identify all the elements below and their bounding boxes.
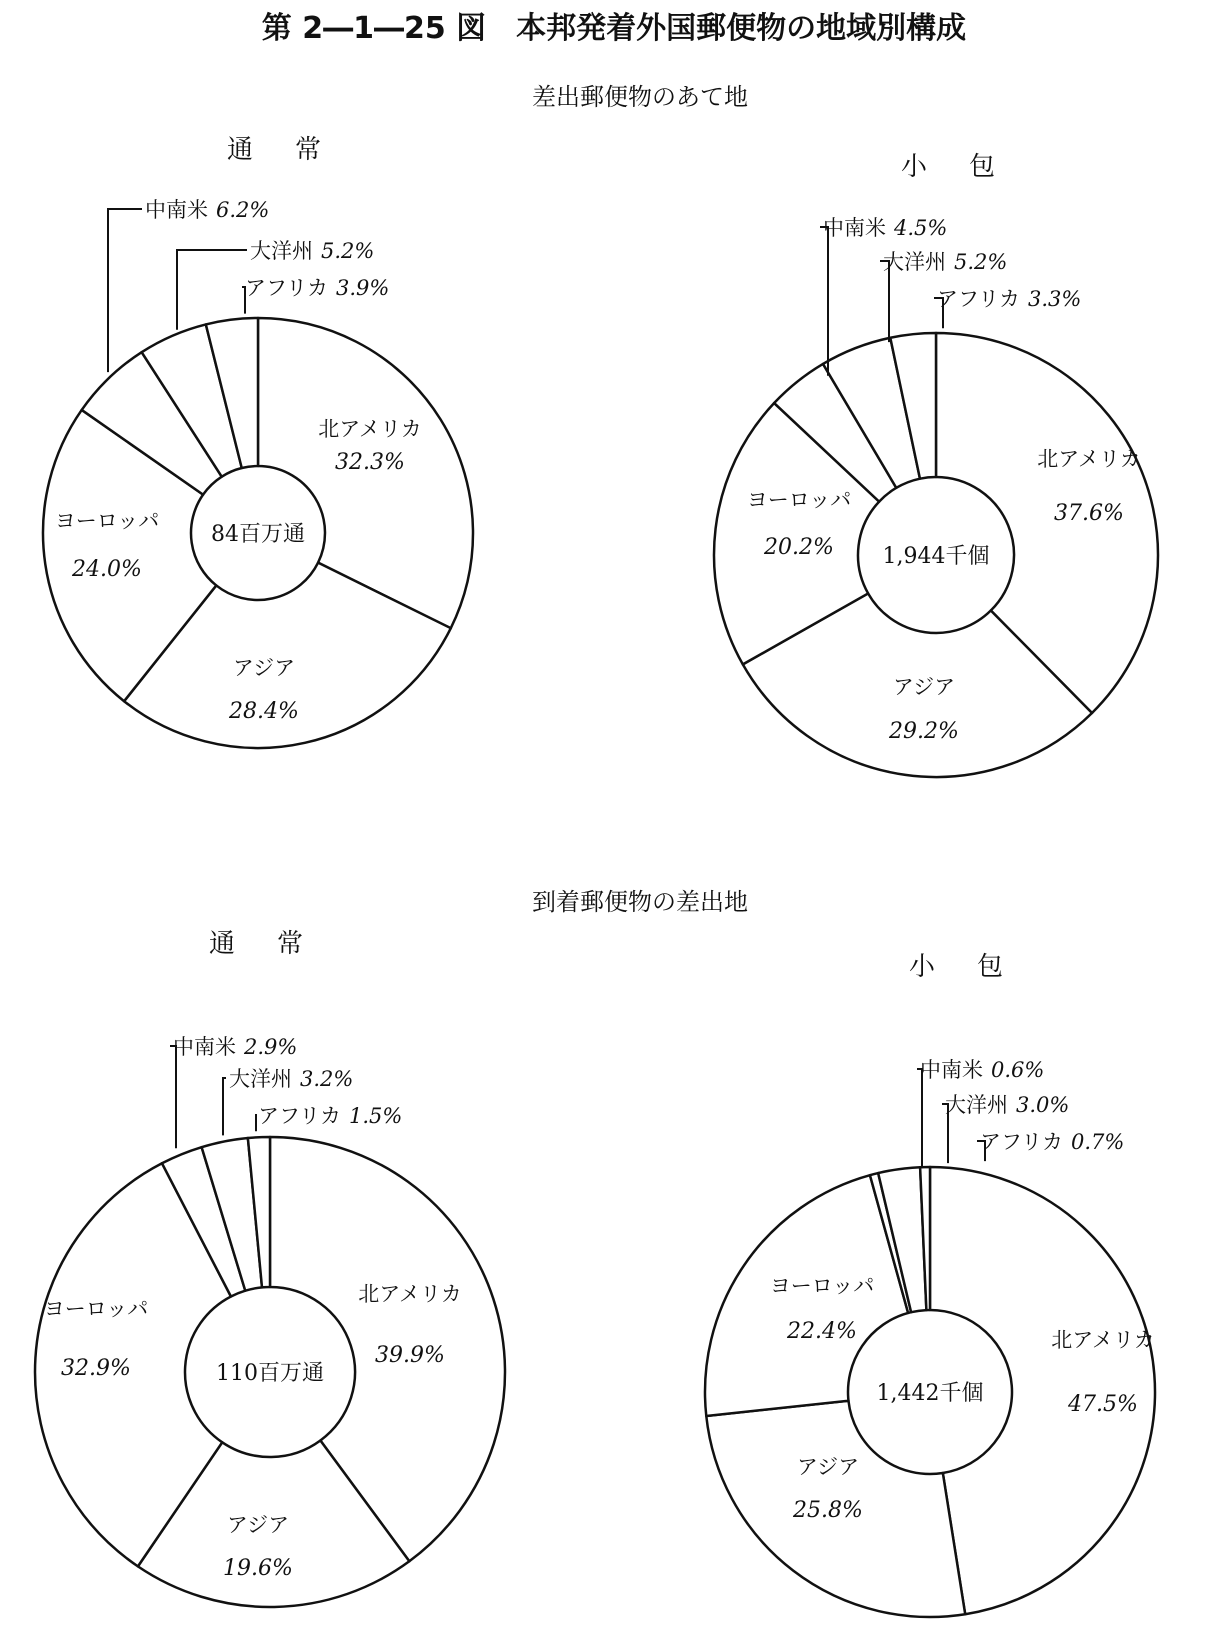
slice-value-north-america: 32.3% [335,450,405,475]
leader-line-latin-america [820,227,828,376]
pie-chart-3 [35,929,505,1607]
slice-label-africa: アフリカ 3.9% [245,276,390,300]
leader-line-oceania [177,250,247,330]
chart-title: 小 包 [908,952,1012,982]
figure-title: 第 2―1―25 図 本邦発着外国郵便物の地域別構成 [261,11,967,46]
slice-label-north-america: 北アメリカ [1037,447,1141,471]
chart-title: 通 常 [208,929,312,959]
pie-chart-2 [714,152,1158,777]
leader-line-oceania [223,1078,226,1135]
slice-value-latin-america: 4.5% [894,216,948,240]
slice-value-africa: 0.7% [1070,1130,1125,1154]
charts-layer [35,135,1158,1617]
section-title-incoming: 到着郵便物の差出地 [532,888,748,916]
slice-label-asia: アジア [226,1513,290,1537]
leader-line-latin-america [170,1046,176,1148]
pie-chart-4 [705,952,1155,1617]
slice-label-africa: アフリカ 0.7% [980,1130,1125,1154]
slice-value-europe: 32.9% [61,1356,131,1381]
slice-value-asia: 29.2% [889,719,959,744]
chart-total: 84百万通 [211,522,305,547]
slice-label-latin-america: 中南米 6.2% [145,198,270,222]
slice-value-latin-america: 2.9% [244,1035,298,1059]
slice-value-latin-america: 0.6% [991,1058,1045,1082]
chart-total: 110百万通 [216,1361,324,1386]
slice-label-latin-america: 中南米 0.6% [920,1058,1045,1082]
pie-chart-1 [43,135,473,748]
slice-label-latin-america: 中南米 2.9% [173,1035,298,1059]
slice-value-oceania: 5.2% [321,239,375,263]
slice-value-oceania: 5.2% [954,250,1008,274]
leader-line-africa [255,1115,256,1131]
chart-total: 1,442千個 [876,1381,984,1406]
chart-title: 小 包 [900,152,1004,182]
slice-value-europe: 22.4% [787,1319,857,1344]
slice-value-asia: 28.4% [229,699,299,724]
leader-line-latin-america [917,1069,922,1168]
slice-value-europe: 24.0% [72,557,142,582]
slice-label-oceania: 大洋州 3.2% [229,1067,354,1091]
slice-value-africa: 1.5% [348,1104,403,1128]
slice-label-north-america: 北アメリカ [318,417,422,441]
slice-value-north-america: 47.5% [1068,1392,1138,1417]
slice-value-europe: 20.2% [764,535,834,560]
slice-label-oceania: 大洋州 3.0% [945,1093,1070,1117]
slice-value-latin-america: 6.2% [216,198,270,222]
slice-label-europe: ヨーロッパ [54,509,160,533]
slice-value-africa: 3.3% [1027,287,1082,311]
chart-total: 1,944千個 [882,544,990,569]
slice-label-asia: アジア [232,656,296,680]
slice-label-north-america: 北アメリカ [1051,1328,1155,1352]
slice-value-oceania: 3.0% [1016,1093,1070,1117]
slice-label-europe: ヨーロッパ [43,1297,149,1321]
slice-label-asia: アジア [892,675,956,699]
slice-label-oceania: 大洋州 5.2% [883,250,1008,274]
slice-value-africa: 3.9% [335,276,390,300]
slice-label-latin-america: 中南米 4.5% [823,216,948,240]
leader-line-latin-america [108,209,142,372]
section-title-outgoing: 差出郵便物のあて地 [532,83,748,111]
slice-label-asia: アジア [796,1455,860,1479]
slice-label-africa: アフリカ 3.3% [937,287,1082,311]
slice-value-asia: 25.8% [793,1498,863,1523]
slice-label-north-america: 北アメリカ [358,1282,462,1306]
slice-label-africa: アフリカ 1.5% [258,1104,403,1128]
slice-value-north-america: 37.6% [1054,501,1124,526]
slice-value-asia: 19.6% [223,1556,293,1581]
slice-label-oceania: 大洋州 5.2% [250,239,375,263]
slice-value-oceania: 3.2% [300,1067,354,1091]
slice-value-north-america: 39.9% [375,1343,445,1368]
slice-label-europe: ヨーロッパ [769,1274,875,1298]
slice-label-europe: ヨーロッパ [746,488,852,512]
chart-title: 通 常 [226,135,330,165]
